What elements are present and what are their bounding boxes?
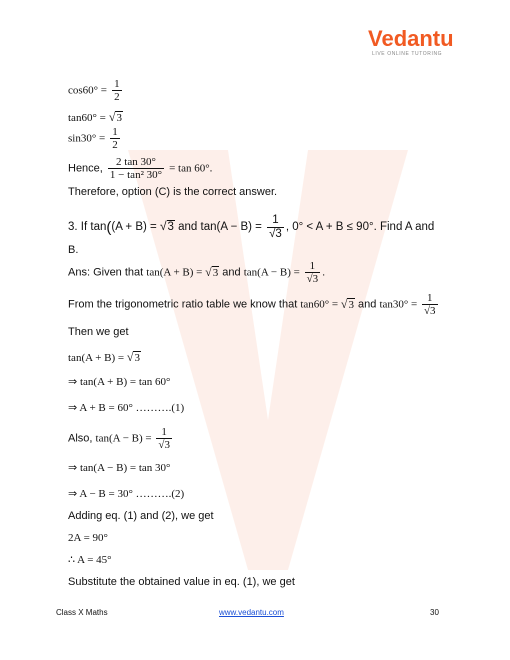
logo-brand: Vedantu <box>368 26 454 51</box>
footer-class: Class X Maths <box>56 608 108 617</box>
hence-line: Hence, $\frac{2 \tan 30^\circ}{\text{1 − tan² 30°}}$ = tan 60°. <box>68 156 213 182</box>
eq-tan-diff-30: ⇒ tan(A − B) = tan 30° <box>68 462 171 474</box>
adding-line: Adding eq. (1) and (2), we get <box>68 510 214 522</box>
tan60-line: tan60° = √3 <box>68 110 122 124</box>
question-3: 3. If tan((A + B) = √3 and tan(A − B) = $\frac{1}{√3}$ , 0° < A + B ≤ 90°. Find A and <box>68 214 435 240</box>
eq-tan-sum: tan(A + B) = √3 <box>68 350 140 364</box>
eq-tan-sum-60: ⇒ tan(A + B) = tan 60° <box>68 376 171 388</box>
logo-tagline: LIVE ONLINE TUTORING <box>372 51 443 57</box>
also-line: Also, tan(A − B) = $\frac{1}{√3}$ <box>68 426 170 452</box>
footer-website-link[interactable]: www.vedantu.com <box>219 608 284 617</box>
eq-a: ∴ A = 45° <box>68 554 112 566</box>
eq-2a: 2A = 90° <box>68 532 108 544</box>
eq-2: ⇒ A − B = 30° ……….(2) <box>68 488 185 500</box>
footer-page-number: 30 <box>430 608 439 617</box>
trig-table-line: From the trigonometric ratio table we know that tan60° = √3 and tan30° = $\frac{1}{√3}$ <box>68 292 436 318</box>
vedantu-logo <box>368 26 458 60</box>
sin30-line: sin30° = $\frac{1}{2}$ <box>68 126 118 152</box>
answer-given: Ans: Given that tan(A + B) = √3 and tan(A − B) = $\frac{1}{√3}$ . <box>68 260 326 286</box>
eq-1: ⇒ A + B = 60° ……….(1) <box>68 402 185 414</box>
substitute-line: Substitute the obtained value in eq. (1), we get <box>68 576 295 588</box>
question-3-cont: B. <box>68 244 79 256</box>
then-line: Then we get <box>68 326 129 338</box>
therefore-line: Therefore, option (C) is the correct answer. <box>68 186 278 198</box>
cos60-line: cos60° = $\frac{1}{2}$ <box>68 78 120 104</box>
